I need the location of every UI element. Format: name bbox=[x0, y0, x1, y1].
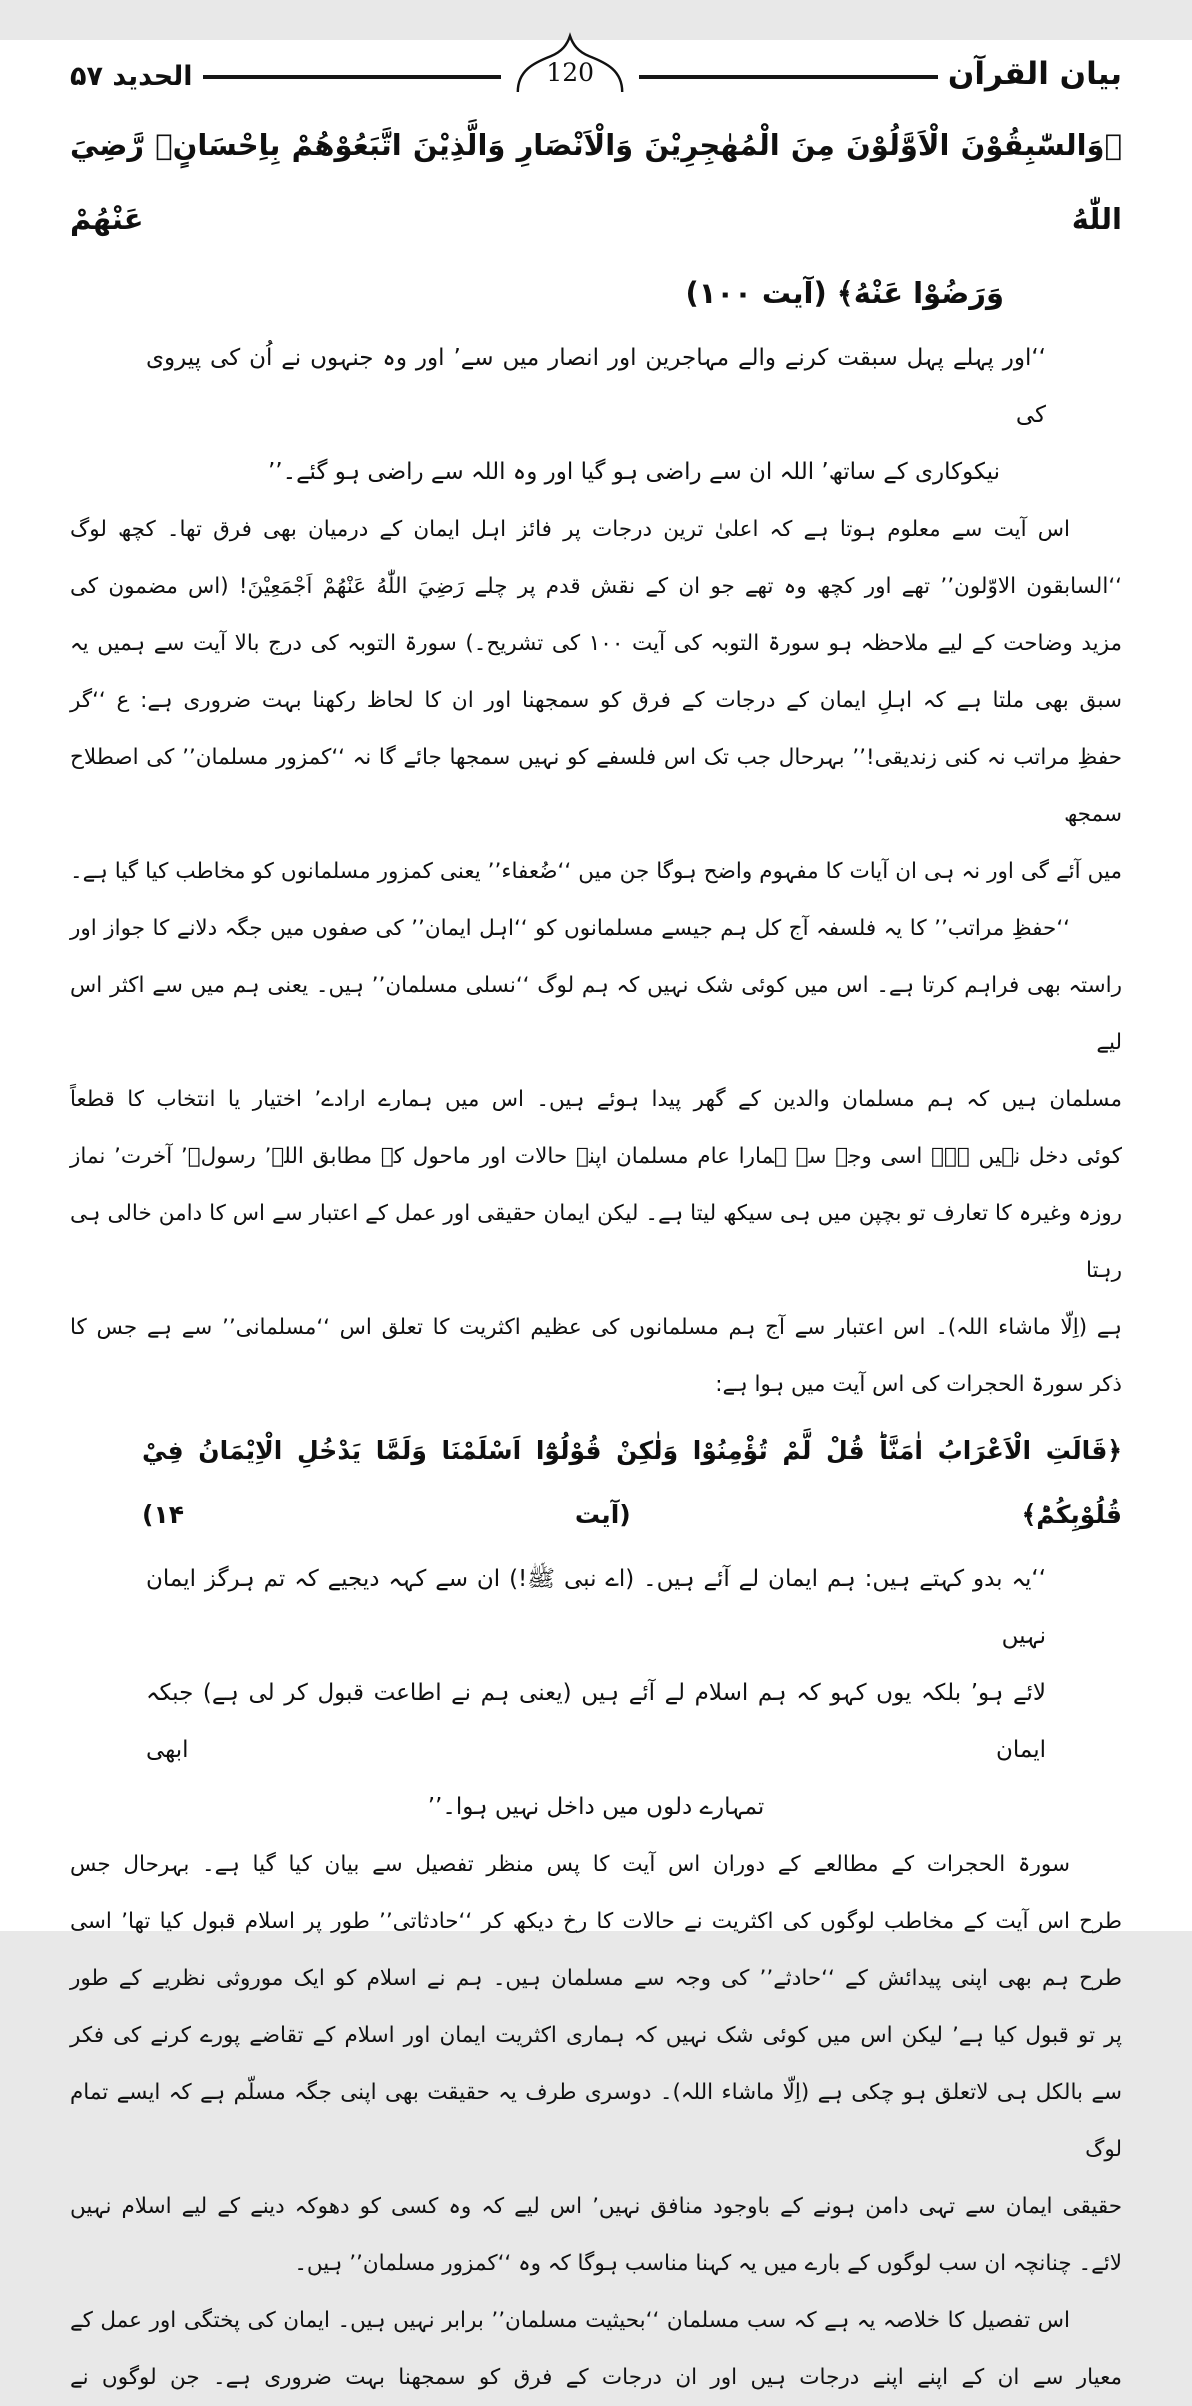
text-line: معیار سے ان کے اپنے اپنے درجات ہیں اور ان درجات کے فرق کو سمجھنا بہت ضروری ہے۔ جن لوگوں نے bbox=[70, 2365, 1122, 2390]
arabic-verse-hujurat-14 bbox=[70, 1419, 1122, 1547]
urdu-translation-tawbah-100 bbox=[70, 330, 1122, 501]
arabic-verse-tawbah-100 bbox=[70, 108, 1122, 330]
text-line: ذکر سورۃ الحجرات کی اس آیت میں ہوا ہے: bbox=[715, 1372, 1122, 1397]
text-line: پر تو قبول کیا ہے’ لیکن اس میں کوئی شک نہیں کہ ہماری اکثریت ایمان اور اسلام کے تقاضے پورے کرنے کی فکر bbox=[70, 2023, 1122, 2048]
page-header bbox=[70, 40, 1122, 92]
text-line: ﴿وَالسّٰبِقُوْنَ الْاَوَّلُوْنَ مِنَ الْمُهٰجِرِيْنَ وَالْاَنْصَارِ وَالَّذِيْنَ اتَّبَعُوْهُمْ بِاِحْسَانٍۙ رَّضِيَ اللّٰهُ عَنْهُمْ bbox=[70, 128, 1122, 236]
text-line: سے بالکل ہی لاتعلق ہو چکی ہے (اِلّا ماشاء اللہ)۔ دوسری طرف یہ حقیقت بھی اپنی جگہ مسلّم ہے کہ ایسے تمام لوگ bbox=[70, 2080, 1122, 2162]
header-rule-right bbox=[639, 75, 938, 79]
header-rule-left bbox=[203, 75, 502, 79]
text-line: ‘‘اور پہلے پہل سبقت کرنے والے مہاجرین اور انصار میں سے’ اور وہ جنہوں نے اُن کی پیروی کی bbox=[146, 345, 1046, 428]
text-line: مسلمان ہیں کہ ہم مسلمان والدین کے گھر پیدا ہوئے ہیں۔ اس میں ہمارے ارادے’ اختیار یا انتخاب کا قطعاً bbox=[70, 1087, 1122, 1112]
text-line: راستہ بھی فراہم کرتا ہے۔ اس میں کوئی شک نہیں کہ ہم لوگ ‘‘نسلی مسلمان’’ ہیں۔ یعنی ہم میں سے اکثر اس لیے bbox=[70, 973, 1122, 1055]
text-line: میں آئے گی اور نہ ہی ان آیات کا مفہوم واضح ہوگا جن میں ‘‘ضُعفاء’’ یعنی کمزور مسلمانوں کو مخاطب کیا گیا ہے۔ bbox=[70, 859, 1122, 884]
text-line: کوئی دخل نہیں ہے۔ اسی وجہ سے ہمارا عام مسلمان اپنے حالات اور ماحول کے مطابق اللہ’ رسولؐ’ آخرت’ نماز bbox=[70, 1144, 1122, 1169]
book-page bbox=[0, 40, 1192, 2390]
text-line: اس آیت سے معلوم ہوتا ہے کہ اعلیٰ ترین درجات پر فائز اہل ایمان کے درمیان بھی فرق تھا۔ کچھ لوگ bbox=[70, 517, 1070, 542]
text-line: ‘‘السابقون الاوّلون’’ تھے اور کچھ وہ تھے جو ان کے نقش قدم پر چلے رَضِيَ اللّٰهُ عَنْهُمْ اَجْمَعِيْنَ! (اس مضمون کی bbox=[70, 574, 1122, 599]
urdu-translation-hujurat-14 bbox=[70, 1551, 1122, 1836]
text-line: ‘‘یہ بدو کہتے ہیں: ہم ایمان لے آئے ہیں۔ (اے نبی ﷺ!) ان سے کہہ دیجیے کہ تم ہرگز ایمان نہیں bbox=[146, 1566, 1046, 1649]
text-line: اس تفصیل کا خلاصہ یہ ہے کہ سب مسلمان ‘‘بحیثیت مسلمان’’ برابر نہیں ہیں۔ ایمان کی پختگی اور عمل کے bbox=[70, 2308, 1070, 2333]
text-line: لائے۔ چنانچہ ان سب لوگوں کے بارے میں یہ کہنا مناسب ہوگا کہ وہ ‘‘کمزور مسلمان’’ ہیں۔ bbox=[294, 2251, 1122, 2276]
commentary-paragraph-3 bbox=[70, 1836, 1122, 2292]
header-book-title: بیان القرآن bbox=[947, 56, 1123, 92]
text-line: طرح ہم بھی اپنی پیدائش کے ‘‘حادثے’’ کی وجہ سے مسلمان ہیں۔ ہم نے اسلام کو ایک موروثی نظریے کے طور bbox=[70, 1966, 1122, 1991]
commentary-paragraph-1 bbox=[70, 501, 1122, 900]
text-line: ہے (اِلّا ماشاء اللہ)۔ اس اعتبار سے آج ہم مسلمانوں کی عظیم اکثریت کا تعلق اس ‘‘مسلمانی’’ سے ہے جس کا bbox=[70, 1315, 1122, 1340]
text-line: حفظِ مراتب نہ کنی زندیقی!’’ بہرحال جب تک اس فلسفے کو نہیں سمجھا جائے گا نہ ‘‘کمزور مسلمان’’ کی اصطلاح سمجھ bbox=[70, 745, 1122, 827]
text-line: ﴿قَالَتِ الْاَعْرَابُ اٰمَنَّاؕ قُلْ لَّمْ تُؤْمِنُوْا وَلٰكِنْ قُوْلُوْٓا اَسْلَمْنَا وَلَمَّا يَدْخُلِ الْاِيْمَانُ فِيْ قُلُوْبِكُمْؕ﴾ (آیت ۱۴) bbox=[142, 1436, 1122, 1529]
header-surah-title: الحدید ۵۷ bbox=[70, 61, 193, 92]
page-number: 120 bbox=[546, 58, 595, 87]
text-line: روزہ وغیرہ کا تعارف تو بچپن میں ہی سیکھ لیتا ہے۔ لیکن ایمان حقیقی اور عمل کے اعتبار سے اس کا دامن خالی ہی رہتا bbox=[70, 1201, 1122, 1283]
page-number-ornament bbox=[511, 34, 629, 92]
text-line: ‘‘حفظِ مراتب’’ کا یہ فلسفہ آج کل ہم جیسے مسلمانوں کو ‘‘اہل ایمان’’ کی صفوں میں جگہ دلانے کا جواز اور bbox=[70, 916, 1070, 941]
text-line: نیکوکاری کے ساتھ’ اللہ ان سے راضی ہو گیا اور وہ اللہ سے راضی ہو گئے۔’’ bbox=[267, 459, 1000, 485]
text-line: طرح اس آیت کے مخاطب لوگوں کی اکثریت نے حالات کا رخ دیکھ کر ‘‘حادثاتی’’ طور پر اسلام قبول کیا تھا’ اسی bbox=[70, 1909, 1122, 1934]
text-line: وَرَضُوْا عَنْهُ﴾ (آیت ۱۰۰) bbox=[685, 276, 1004, 310]
text-line: مزید وضاحت کے لیے ملاحظہ ہو سورۃ التوبہ کی آیت ۱۰۰ کی تشریح۔) سورۃ التوبہ کی درج بالا آیت سے ہمیں یہ bbox=[70, 631, 1122, 656]
text-line: تمہارے دلوں میں داخل نہیں ہوا۔’’ bbox=[427, 1794, 765, 1820]
commentary-paragraph-4 bbox=[70, 2292, 1122, 2406]
text-line: حقیقی ایمان سے تہی دامن ہونے کے باوجود منافق نہیں’ اس لیے کہ وہ کسی کو دھوکہ دینے کے لیے اسلام نہیں bbox=[70, 2194, 1122, 2219]
content bbox=[70, 108, 1122, 2406]
text-line: سبق بھی ملتا ہے کہ اہلِ ایمان کے درجات کے فرق کو سمجھنا اور ان کا لحاظ رکھنا بہت ضروری ہے: ع ‘‘گر bbox=[70, 688, 1122, 713]
text-line: لائے ہو’ بلکہ یوں کہو کہ ہم اسلام لے آئے ہیں (یعنی ہم نے اطاعت قبول کر لی ہے) جبکہ ایمان ابھی bbox=[146, 1680, 1046, 1763]
commentary-paragraph-2 bbox=[70, 900, 1122, 1413]
text-line: سورۃ الحجرات کے مطالعے کے دوران اس آیت کا پس منظر تفصیل سے بیان کیا گیا ہے۔ بہرحال جس bbox=[70, 1852, 1070, 1877]
